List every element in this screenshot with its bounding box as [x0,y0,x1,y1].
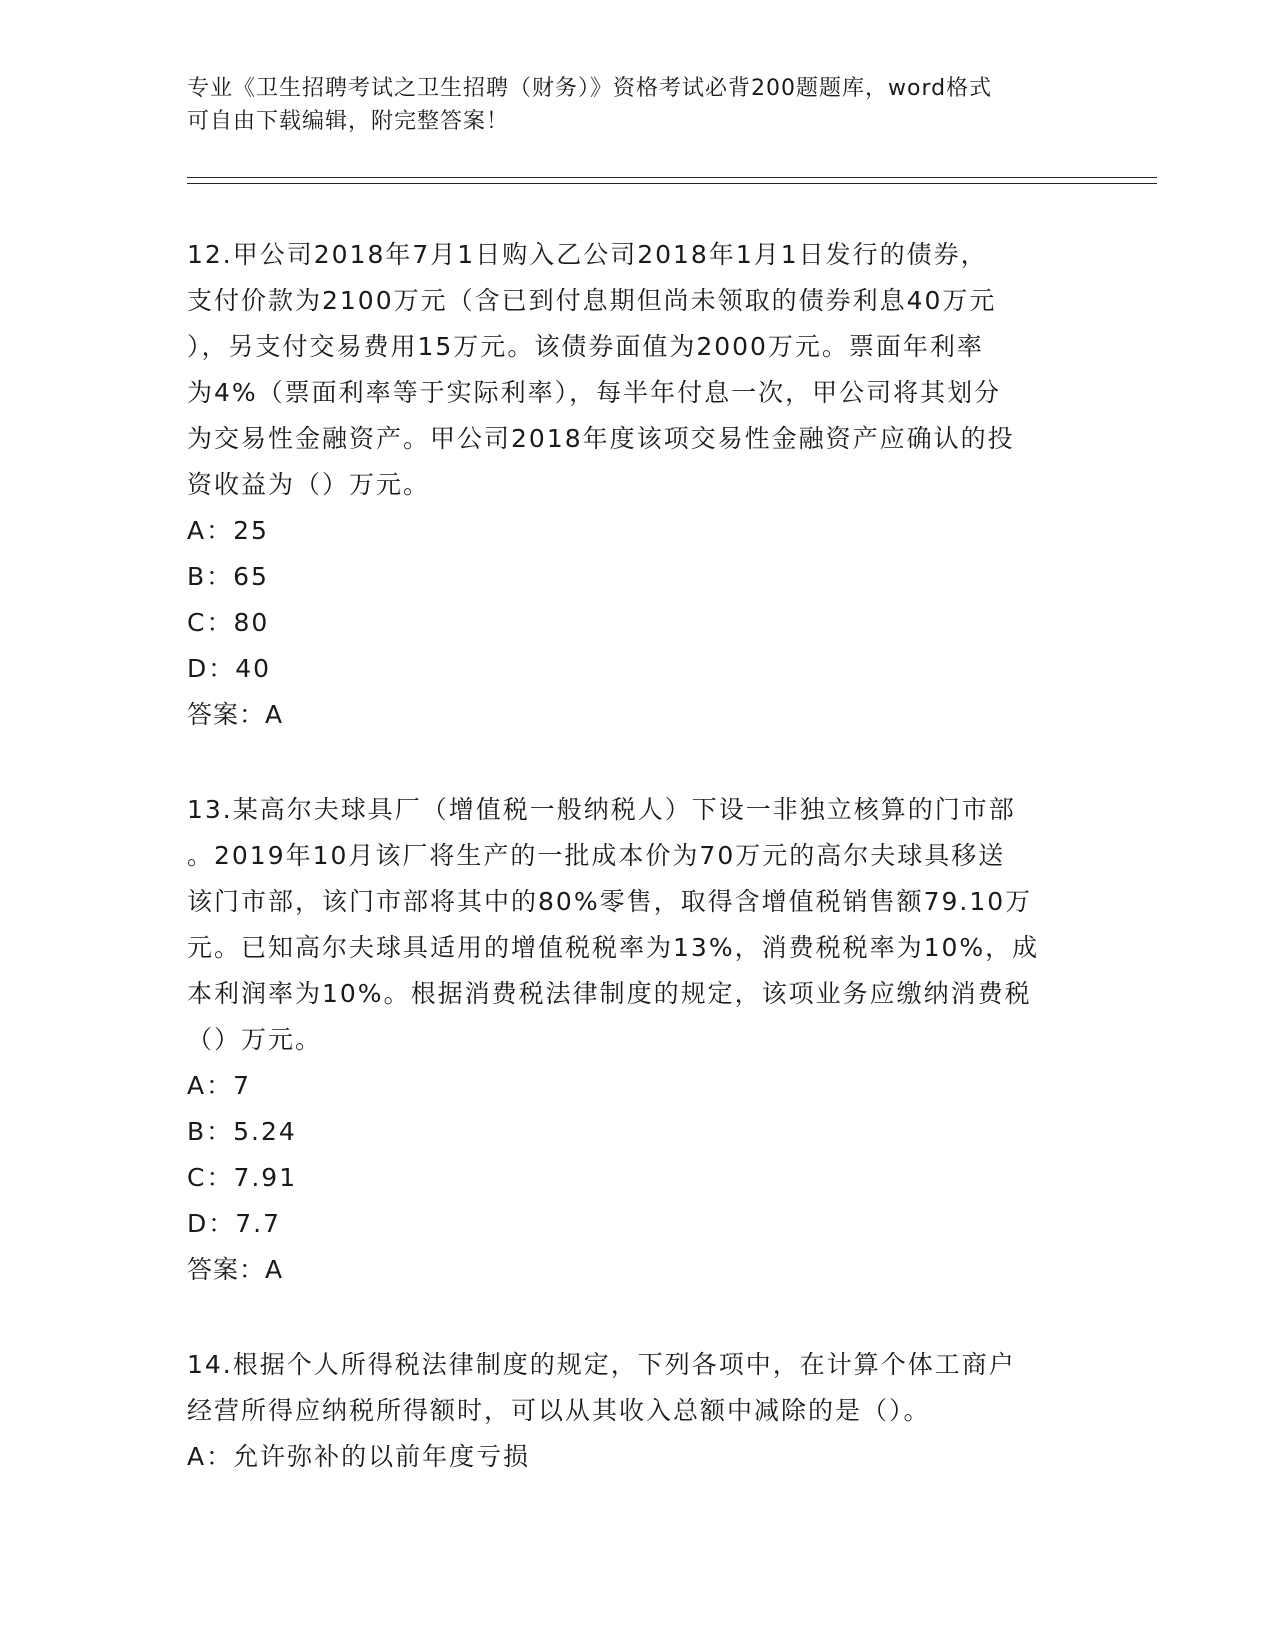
question-text-line: 为交易性金融资产。甲公司2018年度该项交易性金融资产应确认的投 [187,424,1015,453]
option-a: A：25 [187,516,269,545]
question-spacer [187,738,1087,787]
question-text-line: （）万元。 [187,1025,323,1054]
answer-line: 答案：A [187,1255,284,1284]
document-header [187,72,1067,138]
option-c: C：80 [187,608,270,637]
option-d: D：40 [187,654,272,683]
option-c: C：7.91 [187,1163,298,1192]
question-12 [187,232,1087,738]
question-text-line: 为4%（票面利率等于实际利率），每半年付息一次，甲公司将其划分 [187,378,1002,407]
option-b: B：5.24 [187,1117,297,1146]
question-text-line: 本利润率为10%。根据消费税法律制度的规定，该项业务应缴纳消费税 [187,979,1032,1008]
answer-line: 答案：A [187,700,284,729]
question-text-line: 12.甲公司2018年7月1日购入乙公司2018年1月1日发行的债券， [187,240,988,269]
question-spacer [187,1293,1087,1342]
question-text-line: 元。已知高尔夫球具适用的增值税税率为13%，消费税税率为10%，成 [187,933,1040,962]
option-d: D：7.7 [187,1209,282,1238]
option-a: A：允许弥补的以前年度亏损 [187,1442,531,1471]
question-text-line: ），另支付交易费用15万元。该债券面值为2000万元。票面年利率 [187,332,984,361]
question-text-line: 。2019年10月该厂将生产的一批成本价为70万元的高尔夫球具移送 [187,841,1006,870]
header-line: 可自由下载编辑，附完整答案！ [187,109,510,134]
question-text-line: 14.根据个人所得税法律制度的规定，下列各项中，在计算个体工商户 [187,1350,1016,1379]
header-line: 专业《卫生招聘考试之卫生招聘（财务）》资格考试必背200题题库，word格式 [187,76,993,101]
option-a: A：7 [187,1071,252,1100]
question-text-line: 该门市部，该门市部将其中的80%零售，取得含增值税销售额79.10万 [187,887,1033,916]
question-13 [187,787,1087,1293]
header-divider-top [187,177,1157,178]
question-list [187,232,1087,1480]
question-14 [187,1342,1087,1480]
question-text-line: 资收益为（）万元。 [187,470,431,499]
question-text-line: 支付价款为2100万元（含已到付息期但尚未领取的债券利息40万元 [187,286,997,315]
header-divider-bottom [187,183,1157,184]
question-text-line: 经营所得应纳税所得额时，可以从其收入总额中减除的是（）。 [187,1396,931,1425]
option-b: B：65 [187,562,269,591]
question-text-line: 13.某高尔夫球具厂（增值税一般纳税人）下设一非独立核算的门市部 [187,795,1016,824]
